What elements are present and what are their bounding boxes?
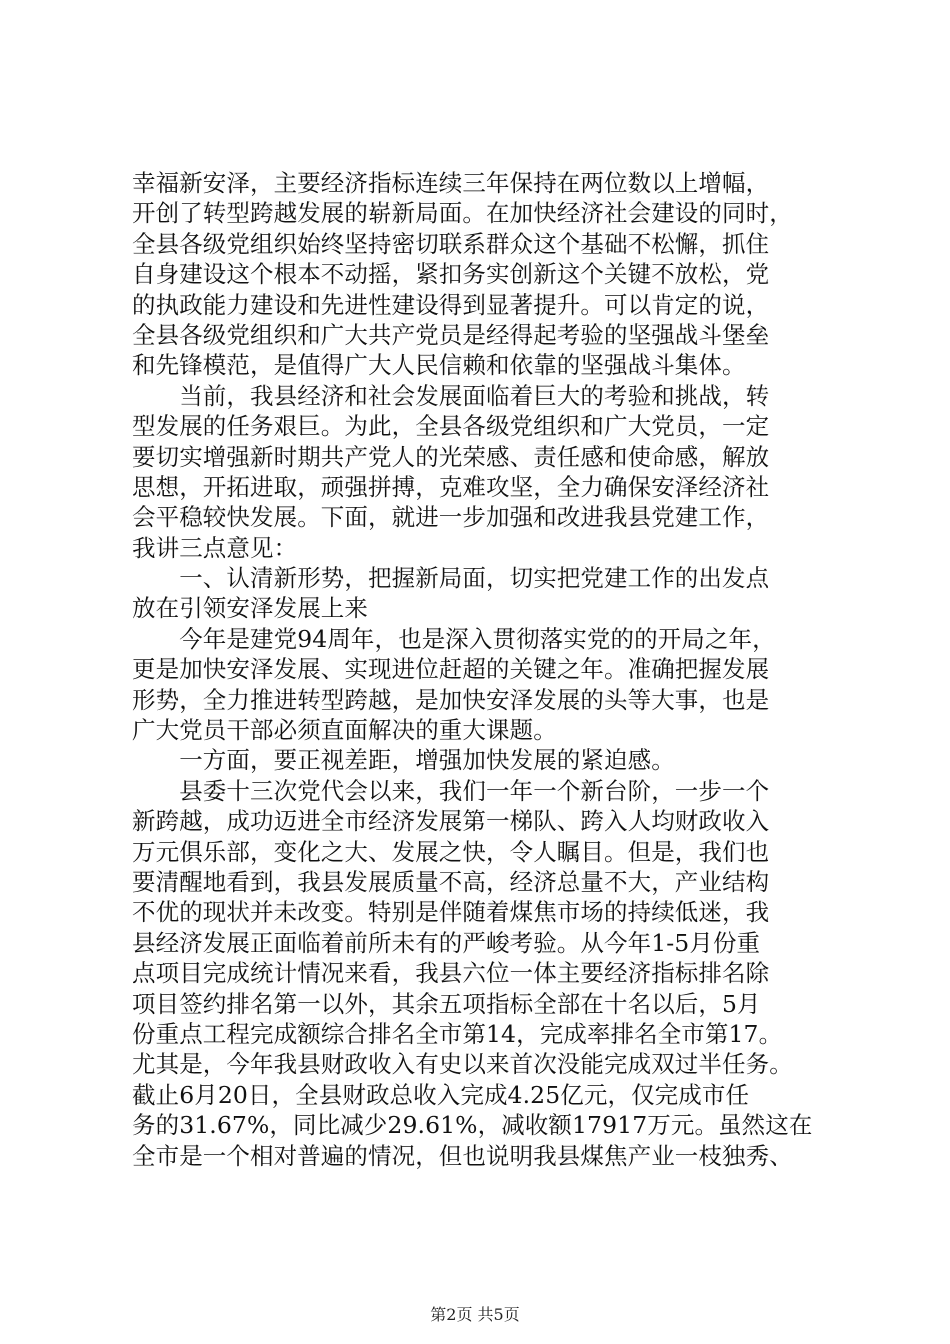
page-footer: 第2页 共5页	[430, 1305, 520, 1324]
text-line: 的执政能力建设和先进性建设得到显著提升。可以肯定的说，	[132, 290, 770, 319]
text-line: 广大党员干部必须直面解决的重大课题。	[132, 716, 557, 745]
text-line: 思想，开拓进取，顽强拼搏，克难攻坚，全力确保安泽经济社	[132, 472, 770, 501]
text-line: 自身建设这个根本不动摇，紧扣务实创新这个关键不放松，党	[132, 260, 770, 289]
text-line: 一、认清新形势，把握新局面，切实把党建工作的出发点	[132, 564, 770, 593]
text-line: 开创了转型跨越发展的崭新局面。在加快经济社会建设的同时，	[132, 199, 793, 228]
text-line: 今年是建党94周年，也是深入贯彻落实党的的开局之年，	[132, 624, 776, 653]
text-line: 点项目完成统计情况来看，我县六位一体主要经济指标排名除	[132, 959, 770, 988]
text-line: 县经济发展正面临着前所未有的严峻考验。从今年1-5月份重	[132, 928, 761, 957]
text-line: 型发展的任务艰巨。为此，全县各级党组织和广大党员，一定	[132, 412, 770, 441]
text-line: 放在引领安泽发展上来	[132, 594, 368, 623]
text-line: 会平稳较快发展。下面，就进一步加强和改进我县党建工作，	[132, 503, 770, 532]
text-line: 不优的现状并未改变。特别是伴随着煤焦市场的持续低迷，我	[132, 898, 770, 927]
text-line: 全县各级党组织和广大共产党员是经得起考验的坚强战斗堡垒	[132, 320, 770, 349]
text-line: 更是加快安泽发展、实现进位赶超的关键之年。准确把握发展	[132, 655, 770, 684]
text-line: 务的31.67%，同比减少29.61%，减收额17917万元。虽然这在	[132, 1111, 813, 1140]
text-line: 全县各级党组织始终坚持密切联系群众这个基础不松懈，抓住	[132, 229, 770, 258]
text-line: 形势，全力推进转型跨越，是加快安泽发展的头等大事，也是	[132, 685, 770, 714]
text-line: 一方面，要正视差距，增强加快发展的紧迫感。	[132, 746, 675, 775]
text-line: 新跨越，成功迈进全市经济发展第一梯队、跨入人均财政收入	[132, 807, 770, 836]
body-text	[132, 168, 852, 1171]
text-line: 全市是一个相对普遍的情况，但也说明我县煤焦产业一枝独秀、	[132, 1141, 793, 1170]
text-line: 我讲三点意见：	[132, 533, 298, 562]
text-line: 和先锋模范，是值得广大人民信赖和依靠的坚强战斗集体。	[132, 351, 746, 380]
text-line: 份重点工程完成额综合排名全市第14，完成率排名全市第17。	[132, 1019, 783, 1048]
text-line: 截止6月20日，全县财政总收入完成4.25亿元，仅完成市任	[132, 1080, 750, 1109]
text-line: 当前，我县经济和社会发展面临着巨大的考验和挑战，转	[132, 381, 770, 410]
text-line: 幸福新安泽，主要经济指标连续三年保持在两位数以上增幅，	[132, 169, 770, 197]
text-line: 项目签约排名第一以外，其余五项指标全部在十名以后，5月	[132, 989, 761, 1018]
text-line: 万元俱乐部，变化之大、发展之快，令人瞩目。但是，我们也	[132, 837, 770, 866]
text-line: 县委十三次党代会以来，我们一年一个新台阶，一步一个	[132, 776, 770, 805]
text-line: 尤其是，今年我县财政收入有史以来首次没能完成双过半任务。	[132, 1050, 793, 1079]
text-line: 要切实增强新时期共产党人的光荣感、责任感和使命感，解放	[132, 442, 770, 471]
text-line: 要清醒地看到，我县发展质量不高，经济总量不大，产业结构	[132, 867, 770, 896]
